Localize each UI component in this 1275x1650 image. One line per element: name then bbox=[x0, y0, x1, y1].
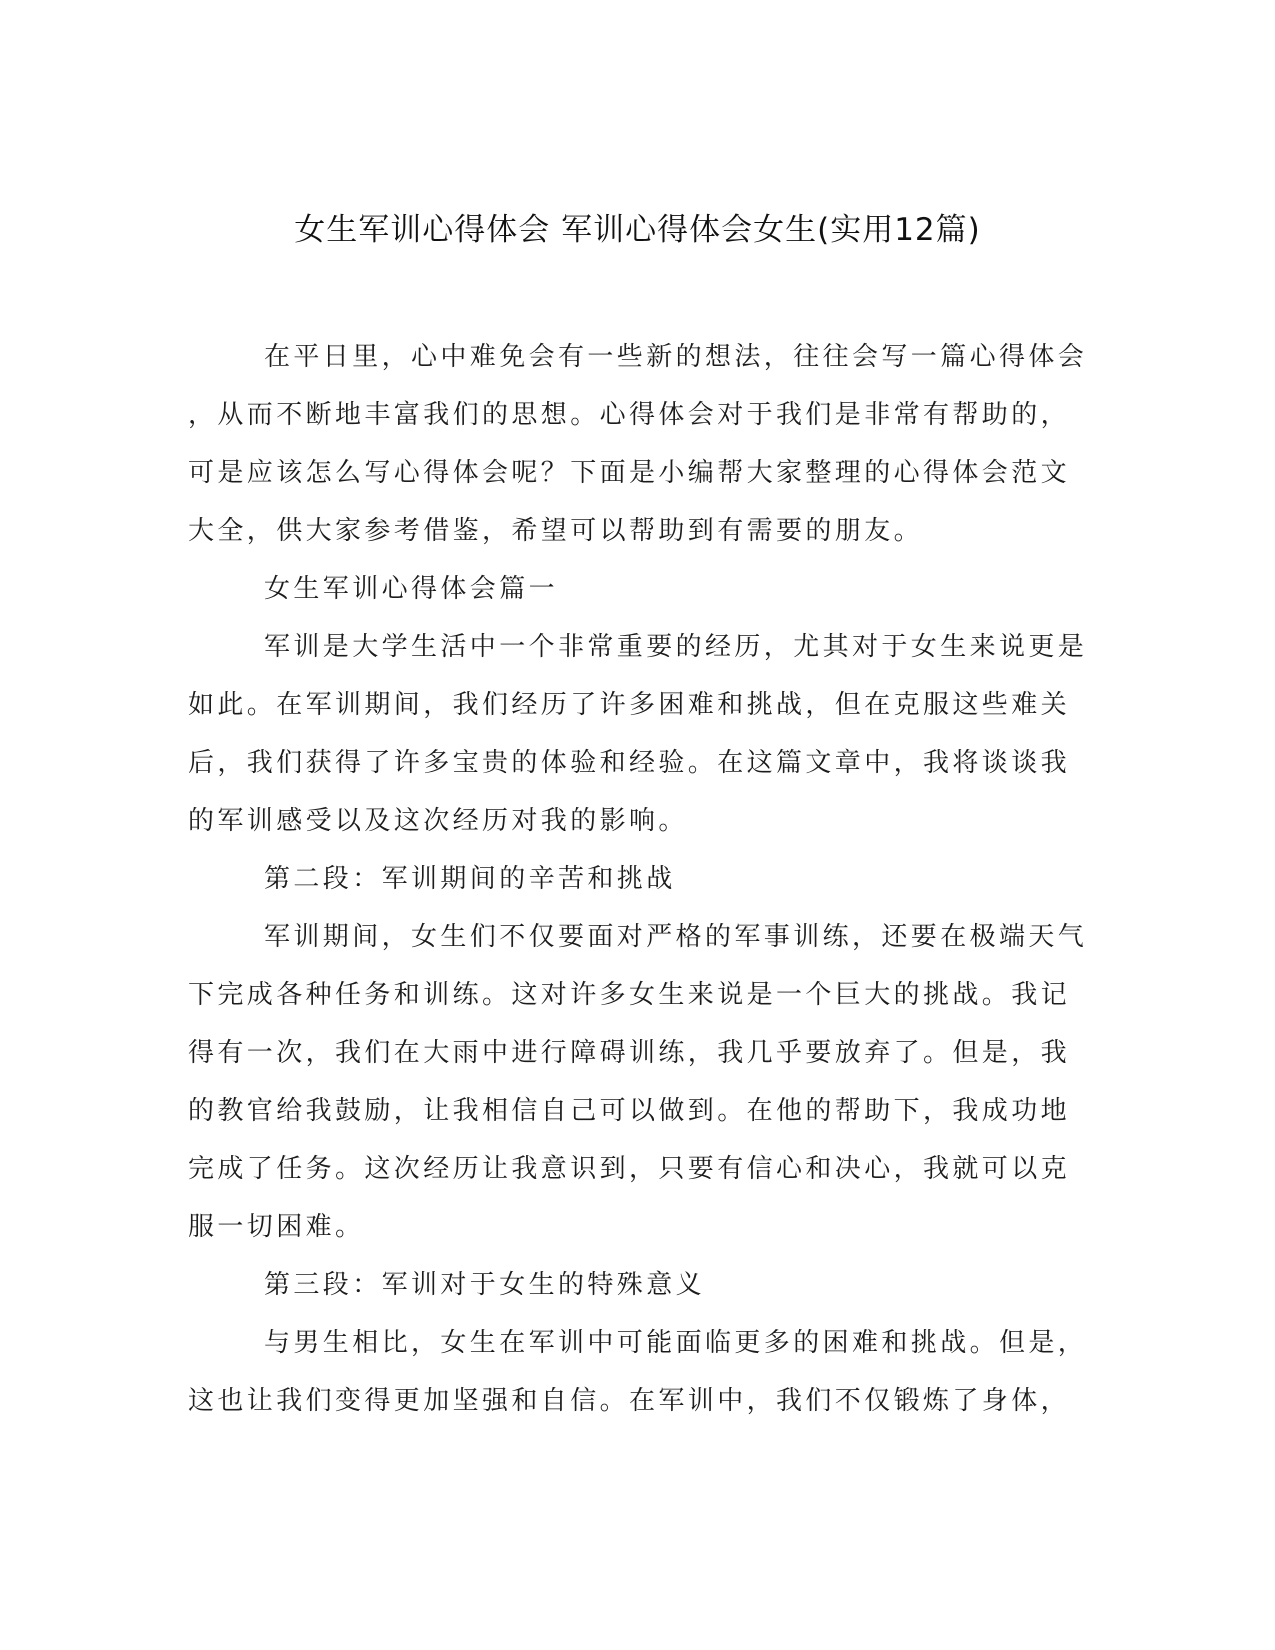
paragraph-line: 可是应该怎么写心得体会呢？下面是小编帮大家整理的心得体会范文 bbox=[188, 458, 1071, 488]
paragraph-line: 在平日里，心中难免会有一些新的想法，往往会写一篇心得体会 bbox=[264, 342, 1088, 372]
section-heading: 第三段：军训对于女生的特殊意义 bbox=[264, 1270, 706, 1300]
paragraph-line: 这也让我们变得更加坚强和自信。在军训中，我们不仅锻炼了身体， bbox=[188, 1386, 1071, 1416]
paragraph-line: 大全，供大家参考借鉴，希望可以帮助到有需要的朋友。 bbox=[188, 516, 924, 546]
paragraph-line: 与男生相比，女生在军训中可能面临更多的困难和挑战。但是， bbox=[264, 1328, 1088, 1358]
document-title: 女生军训心得体会 军训心得体会女生(实用12篇) bbox=[294, 212, 981, 248]
section-heading: 第二段：军训期间的辛苦和挑战 bbox=[264, 864, 676, 894]
paragraph-line: ，从而不断地丰富我们的思想。心得体会对于我们是非常有帮助的， bbox=[188, 400, 1071, 430]
paragraph-line: 军训是大学生活中一个非常重要的经历，尤其对于女生来说更是 bbox=[264, 632, 1088, 662]
paragraph-line: 完成了任务。这次经历让我意识到，只要有信心和决心，我就可以克 bbox=[188, 1154, 1071, 1184]
paragraph-line: 后，我们获得了许多宝贵的体验和经验。在这篇文章中，我将谈谈我 bbox=[188, 748, 1071, 778]
paragraph-line: 服一切困难。 bbox=[188, 1212, 365, 1242]
paragraph-line: 下完成各种任务和训练。这对许多女生来说是一个巨大的挑战。我记 bbox=[188, 980, 1071, 1010]
paragraph-line: 的教官给我鼓励，让我相信自己可以做到。在他的帮助下，我成功地 bbox=[188, 1096, 1071, 1126]
section-heading: 女生军训心得体会篇一 bbox=[264, 574, 559, 604]
paragraph-line: 得有一次，我们在大雨中进行障碍训练，我几乎要放弃了。但是，我 bbox=[188, 1038, 1071, 1068]
paragraph-line: 的军训感受以及这次经历对我的影响。 bbox=[188, 806, 688, 836]
paragraph-line: 如此。在军训期间，我们经历了许多困难和挑战，但在克服这些难关 bbox=[188, 690, 1071, 720]
paragraph-line: 军训期间，女生们不仅要面对严格的军事训练，还要在极端天气 bbox=[264, 922, 1088, 952]
